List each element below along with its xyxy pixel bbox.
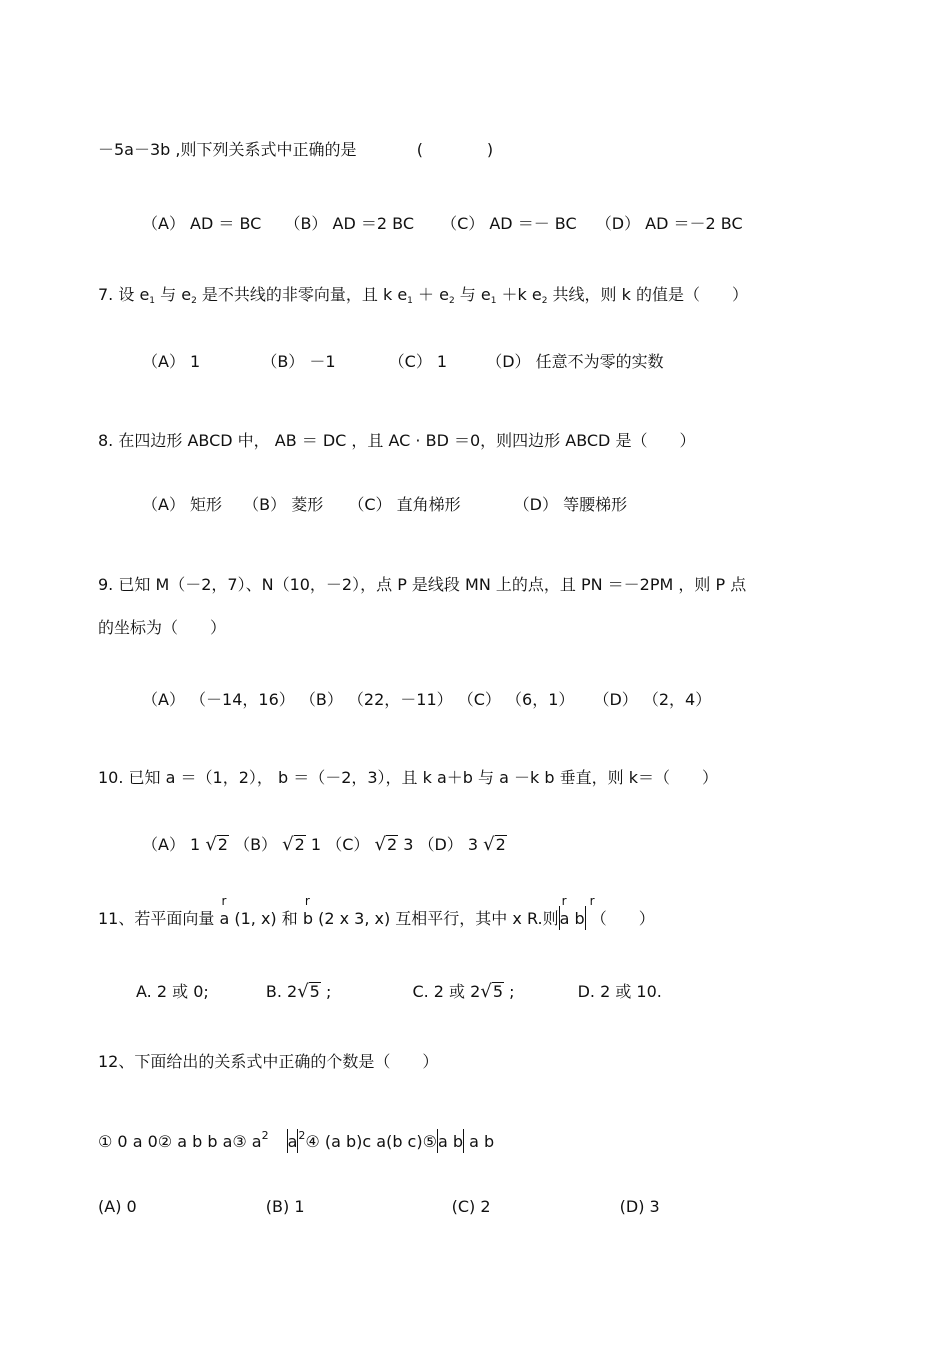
q6-option-d: （D） AD ＝－2 BC	[595, 214, 743, 233]
q8-option-a: （A） 矩形	[142, 495, 223, 514]
q9-stem-line-1: 9. 已知 M（－2，7）、N（10，－2），点 P 是线段 MN 上的点，且 PN ＝－2PM ，则 P 点	[98, 575, 747, 594]
q8-option-b: （B） 菱形	[243, 495, 324, 514]
q11-option-b: B. 2√5 ;	[265, 981, 332, 1002]
q7-option-a: （A） 1	[142, 352, 201, 371]
q9-stem-line-2: 的坐标为（ ）	[98, 618, 227, 637]
vector-arrow-icon: r	[304, 894, 310, 908]
vector-arrow-icon: r	[221, 894, 227, 908]
q11-option-c: C. 2 或 2√5 ;	[412, 981, 515, 1002]
sqrt-symbol: √5	[480, 981, 503, 1002]
q12-option-c: (C) 2	[451, 1197, 491, 1216]
q7-option-c: （C） 1	[388, 352, 448, 371]
q6-option-b: （B） AD ＝2 BC	[284, 214, 414, 233]
q6-stem-line	[98, 140, 493, 160]
vector-a: r a	[219, 894, 230, 928]
q9-option-d: （D） （2，4）	[593, 690, 712, 709]
sqrt-symbol: √2	[282, 834, 305, 855]
q12-expressions: ① 0 a 0② a b b a③ $a^2$ $a^2④$ (a b)c a(b c)⑤a b a b	[98, 1129, 495, 1151]
q10-options	[142, 835, 507, 855]
sqrt-symbol: √2	[483, 834, 506, 855]
q7-stem: 7. 设 $e_1$ 与 $e_2$ 是不共线的非零向量，且 k $e_1 + e_2$ 与 $e_1 +k$ $e_2$ 共线，则 k 的值是（ ）	[98, 285, 748, 306]
sqrt-symbol: √5	[297, 981, 320, 1002]
vector-b: r b	[302, 894, 313, 928]
q11-stem: 11、若平面向量 r a (1, x) 和 r b (2 x 3, x) 互相平行，其中 x R.则 r r a b （ ）	[98, 894, 655, 928]
q10-option-c: （C） √2 3	[326, 834, 414, 855]
q8-option-c: （C） 直角梯形	[348, 495, 461, 514]
q6-stem: －5a－3b ,则下列关系式中正确的是	[98, 140, 357, 159]
q8-stem: 8. 在四边形 ABCD 中， AB ＝ DC ，且 AC · BD ＝0，则四边形 ABCD 是（ ）	[98, 431, 696, 450]
q11-option-d: D. 2 或 10.	[577, 982, 662, 1001]
q7-options	[142, 352, 664, 372]
q8-options	[142, 495, 627, 515]
q12-stem: 12、下面给出的关系式中正确的个数是（ ）	[98, 1052, 439, 1071]
sqrt-symbol: √2	[205, 834, 228, 855]
q12-option-a: (A) 0	[98, 1197, 137, 1216]
vector-arrow-icon: r	[589, 894, 595, 908]
q12-options	[98, 1197, 660, 1217]
abs-expression: r r a b	[559, 894, 595, 928]
q8-option-d: （D） 等腰梯形	[513, 495, 628, 514]
q12-option-d: (D) 3	[619, 1197, 660, 1216]
q7-option-d: （D） 任意不为零的实数	[486, 352, 664, 371]
q11-options	[136, 982, 662, 1002]
q11-option-a: A. 2 或 0;	[136, 982, 209, 1001]
q10-option-b: （B） √2 1	[234, 834, 322, 855]
q6-answer-paren: ( )	[416, 140, 494, 159]
q10-option-d: （D） 3 √2	[418, 834, 506, 855]
vector-arrow-icon: r	[561, 894, 567, 908]
q10-option-a: （A） 1 √2	[142, 834, 228, 855]
q9-option-b: （B） （22，－11）	[299, 690, 453, 709]
q10-stem: 10. 已知 a ＝（1，2）， b ＝（－2，3），且 k a＋b 与 a －k b 垂直，则 k＝（ ）	[98, 768, 718, 787]
q9-option-a: （A） （－14，16）	[142, 690, 295, 709]
q6-options	[142, 214, 743, 234]
q9-option-c: （C） （6，1）	[457, 690, 575, 709]
q9-options	[142, 690, 711, 710]
q7-option-b: （B） －1	[261, 352, 336, 371]
sqrt-symbol: √2	[374, 834, 398, 855]
q6-option-c: （C） AD ＝－ BC	[441, 214, 577, 233]
q12-option-b: (B) 1	[265, 1197, 305, 1216]
q6-option-a: （A） AD ＝ BC	[142, 214, 262, 233]
